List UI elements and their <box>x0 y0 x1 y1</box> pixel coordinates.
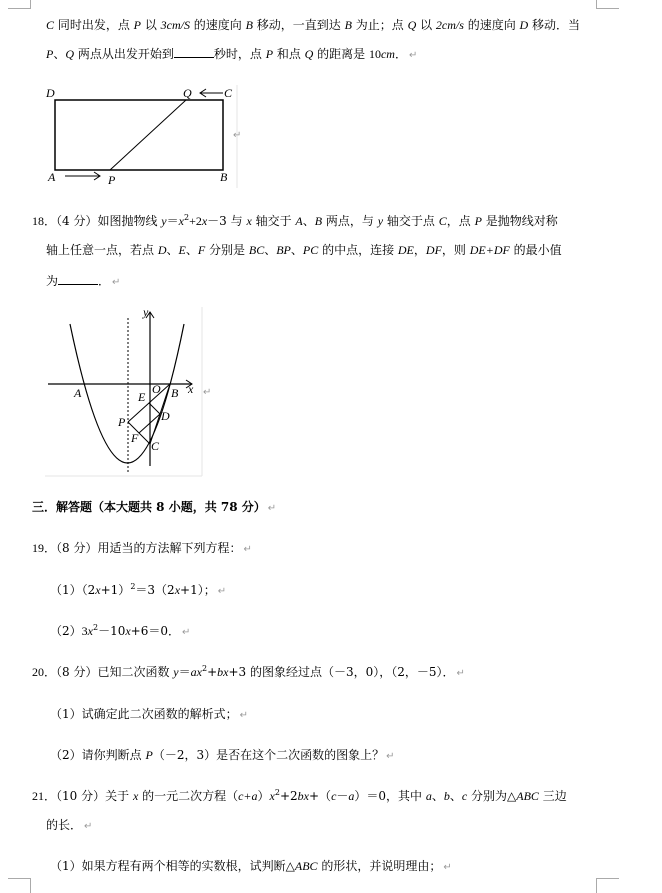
q20-sub1-label: （1） <box>50 707 82 721</box>
q21-sub1-label: （1） <box>50 859 82 873</box>
q20-sub1-text: 试确定此二次函数的解析式； <box>81 707 238 721</box>
q18-text: DF <box>425 243 442 257</box>
q17-text: D <box>519 18 529 32</box>
label-p: P <box>118 415 126 429</box>
q18-line1 <box>32 213 558 229</box>
q18-text: 、 <box>185 243 198 257</box>
q18-text: 是抛物线对称 <box>481 214 558 228</box>
q20-text: 已知二次函数 <box>97 665 174 679</box>
q20-text: + <box>207 665 218 679</box>
q20-text: bx <box>217 665 229 679</box>
q18-text: 、 <box>302 214 315 228</box>
q18-text: 轴交于点 <box>383 214 439 228</box>
q21-text: x <box>269 789 275 803</box>
paragraph-mark-icon: ↵ <box>203 387 212 398</box>
q18-text: BC <box>248 243 265 257</box>
paragraph-mark-icon: ↵ <box>233 130 242 141</box>
q18-text: x <box>201 214 208 228</box>
paragraph-mark-icon: ↵ <box>243 544 252 555</box>
q18-text: 为 <box>46 274 59 288</box>
q21-sub1-text: 如果方程有两个相等的实数根，试判断△ <box>81 859 295 873</box>
q20-sub2-text: 请你判断点 <box>81 748 146 762</box>
q17-text: 移动，一直到达 <box>252 18 345 32</box>
q18-text: 轴上任意一点，若点 <box>46 243 158 257</box>
page-corner-bottom-left <box>8 878 31 893</box>
q18-text: ． <box>98 274 111 288</box>
q20-sub2-text: （－2，3）是否在这个二次函数的图象上？ <box>152 748 385 762</box>
page-corner-bottom-right <box>596 878 619 893</box>
q21-text: bx <box>297 789 309 803</box>
q19-number: 19． <box>32 541 57 555</box>
label-f: F <box>131 431 139 445</box>
q17-text: Q <box>304 47 314 61</box>
q18-text: 、 <box>264 243 277 257</box>
paragraph-mark-icon: ↵ <box>112 277 121 288</box>
q20-sub2-label: （2） <box>50 748 82 762</box>
q20-score: （8 分） <box>56 665 98 679</box>
q20-line <box>32 664 465 682</box>
q18-parabola-figure <box>40 302 210 478</box>
q18-text: x <box>178 214 184 228</box>
q19-sub1-text: x <box>95 583 101 597</box>
q18-text: 如图抛物线 <box>97 214 162 228</box>
label-b: B <box>171 386 179 400</box>
q18-text: C <box>438 214 447 228</box>
paragraph-mark-icon: ↵ <box>217 586 227 597</box>
q17-text: P <box>265 47 274 61</box>
q18-text: 轴交于 <box>251 214 296 228</box>
q19-sub2 <box>50 623 190 641</box>
q21-text: +2 <box>279 789 298 803</box>
q21-line1 <box>32 788 567 804</box>
label-a: A <box>74 386 82 400</box>
q20-text: ＝ <box>178 665 191 679</box>
label-d: D <box>161 409 170 423</box>
q21-text: ） <box>257 789 270 803</box>
q19-sub2-text: 2 <box>92 623 99 632</box>
q21-line2 <box>46 817 92 835</box>
q21-text: － <box>336 789 349 803</box>
q18-text: 的中点，连接 <box>318 243 398 257</box>
section-3-title: 三．解答题（本大题共 8 小题，共 78 分） <box>32 500 266 514</box>
page-corner-top-right <box>596 0 619 9</box>
q19-sub1-text: +1）； <box>180 583 216 597</box>
label-a: A <box>48 170 56 184</box>
q18-text: DE+DF <box>469 243 510 257</box>
q17-text: 、 <box>53 47 66 61</box>
rectangle-abcd <box>55 100 223 170</box>
q17-text: 和点 <box>273 47 305 61</box>
q21-text: a <box>348 789 355 803</box>
q19-sub1-text: 2 <box>130 582 136 591</box>
label-q: Q <box>183 86 192 100</box>
q21-text: x <box>132 789 139 803</box>
section-3-heading <box>32 499 276 517</box>
paragraph-mark-icon: ↵ <box>443 862 452 873</box>
q21-score: （10 分） <box>56 789 106 803</box>
q21-text: 三边 <box>538 789 567 803</box>
q18-text: +2 <box>189 214 202 228</box>
q17-text: 以 <box>141 18 161 32</box>
paragraph-mark-icon: ↵ <box>182 627 191 638</box>
q18-text: PC <box>302 243 319 257</box>
q17-text: 的距离是 <box>313 47 369 61</box>
q18-text: x <box>246 214 252 228</box>
q18-text: ，点 <box>446 214 475 228</box>
paragraph-mark-icon: ↵ <box>239 710 249 721</box>
q18-text: 分别是 <box>205 243 249 257</box>
label-b: B <box>220 170 228 184</box>
segment-pq <box>110 100 186 170</box>
q19-text: 用适当的方法解下列方程： <box>97 541 242 555</box>
q21-sub1 <box>50 858 452 876</box>
q18-text: D <box>157 243 167 257</box>
q17-text: 两点从出发开始到 <box>74 47 174 61</box>
q18-text: 、 <box>290 243 303 257</box>
q20-sub1 <box>50 706 248 724</box>
q18-text: P <box>474 214 482 228</box>
q18-text: y <box>161 214 167 228</box>
q18-answer-blank[interactable] <box>58 271 98 285</box>
q21-text: b <box>443 789 450 803</box>
q18-text: E <box>178 243 186 257</box>
q20-sub2 <box>50 747 394 765</box>
label-p: P <box>108 173 116 187</box>
q17-text: 同时出发，点 <box>54 18 134 32</box>
q18-text: 的最小值 <box>509 243 562 257</box>
q21-text: +（ <box>309 789 332 803</box>
q19-sub1-text: +1） <box>100 583 131 597</box>
q21-text: c <box>331 789 337 803</box>
q18-text: F <box>197 243 206 257</box>
q17-line2 <box>46 44 417 64</box>
q17-text: 秒时，点 <box>213 47 266 61</box>
paragraph-mark-icon: ↵ <box>409 50 418 61</box>
q20-number: 20． <box>32 665 57 679</box>
q17-text: 为止；点 <box>351 18 408 32</box>
q18-text: －3 与 <box>207 214 247 228</box>
q21-text: 关于 <box>105 789 133 803</box>
q21-text: c+a <box>238 789 258 803</box>
q18-text: BP <box>276 243 291 257</box>
q17-text: P <box>133 18 141 32</box>
q21-text: c <box>461 789 468 803</box>
label-y: y <box>143 305 149 319</box>
q21-sub1-text: ABC <box>294 859 318 873</box>
q17-text: 的速度向 <box>463 18 520 32</box>
q20-text: y <box>173 665 179 679</box>
q19-sub2-text: x <box>87 624 93 638</box>
q21-sub1-text: 的形状，并说明理由； <box>317 859 442 873</box>
q17-text: C <box>46 18 55 32</box>
q21-text: ABC <box>516 789 539 803</box>
q18-text: ，则 <box>441 243 470 257</box>
q18-text: A <box>295 214 303 228</box>
q17-speed-p: 3cm/S <box>160 18 190 32</box>
label-e: E <box>138 390 146 404</box>
q18-text: y <box>377 214 384 228</box>
paragraph-mark-icon: ↵ <box>267 503 277 514</box>
q18-line2 <box>46 242 562 258</box>
q17-text: Q <box>407 18 417 32</box>
q20-text: 2 <box>201 664 208 673</box>
page-corner-top-left <box>8 0 31 9</box>
q19-sub2-text: －10 <box>98 624 126 638</box>
q19-sub1 <box>50 582 226 600</box>
label-c: C <box>151 439 160 453</box>
q17-text: 的速度向 <box>189 18 246 32</box>
q21-text: 2 <box>274 788 280 797</box>
q17-text: cm <box>380 47 395 61</box>
q19-line <box>32 540 252 558</box>
q21-text: 、 <box>431 789 444 803</box>
q21-text: 的一元二次方程（ <box>138 789 239 803</box>
label-c: C <box>224 86 233 100</box>
paragraph-mark-icon: ↵ <box>456 668 465 679</box>
q18-text: 两点，与 <box>322 214 378 228</box>
q20-sub2-text: P <box>145 748 153 762</box>
q18-text: B <box>314 214 323 228</box>
q17-text: 移动．当 <box>528 18 581 32</box>
q17-text: Q <box>65 47 75 61</box>
q17-text: 10 <box>368 47 381 61</box>
q19-sub2-text: 3 <box>81 624 88 638</box>
q19-sub2-text: +6＝0． <box>130 624 180 638</box>
q18-text: ， <box>413 243 426 257</box>
q18-text: ＝ <box>166 214 179 228</box>
paragraph-mark-icon: ↵ <box>84 821 93 832</box>
paragraph-mark-icon: ↵ <box>386 751 395 762</box>
q18-line3 <box>46 271 120 291</box>
q17-speed-q: 2cm/s <box>435 18 464 32</box>
label-x: x <box>188 382 194 396</box>
q18-text: DE <box>397 243 414 257</box>
q21-number: 21． <box>32 789 57 803</box>
q17-line1 <box>46 17 580 33</box>
q19-sub1-text: ＝3（2 <box>135 583 175 597</box>
q17-rectangle-figure <box>40 80 250 190</box>
q20-text: ax <box>190 665 202 679</box>
q18-text: 、 <box>166 243 179 257</box>
q17-text: ． <box>394 47 407 61</box>
q21-text: 的长． <box>46 818 83 832</box>
q18-text: 2 <box>183 213 190 222</box>
q19-sub1-text: （2 <box>81 583 96 597</box>
q19-sub1-text: x <box>174 583 181 597</box>
label-d: D <box>46 86 55 100</box>
q21-text: ）＝0，其中 <box>354 789 426 803</box>
q17-text: B <box>344 18 352 32</box>
q17-text: B <box>245 18 253 32</box>
q18-score: （4 分） <box>56 214 98 228</box>
label-o: O <box>152 382 161 396</box>
q18-number: 18． <box>32 214 57 228</box>
q20-text: +3 的图象经过点（－3，0），（2，－5）． <box>228 665 455 679</box>
q17-text: P <box>46 47 54 61</box>
q19-sub2-text: x <box>125 624 131 638</box>
q21-text: 、 <box>449 789 462 803</box>
q19-score: （8 分） <box>56 541 98 555</box>
q19-sub2-label: （2） <box>50 624 82 638</box>
q19-sub1-label: （1） <box>50 583 82 597</box>
segment-de <box>149 403 160 414</box>
q17-text: 以 <box>416 18 436 32</box>
q17-answer-blank[interactable] <box>174 44 214 58</box>
q21-text: a <box>425 789 432 803</box>
q21-text: 分别为△ <box>467 789 517 803</box>
